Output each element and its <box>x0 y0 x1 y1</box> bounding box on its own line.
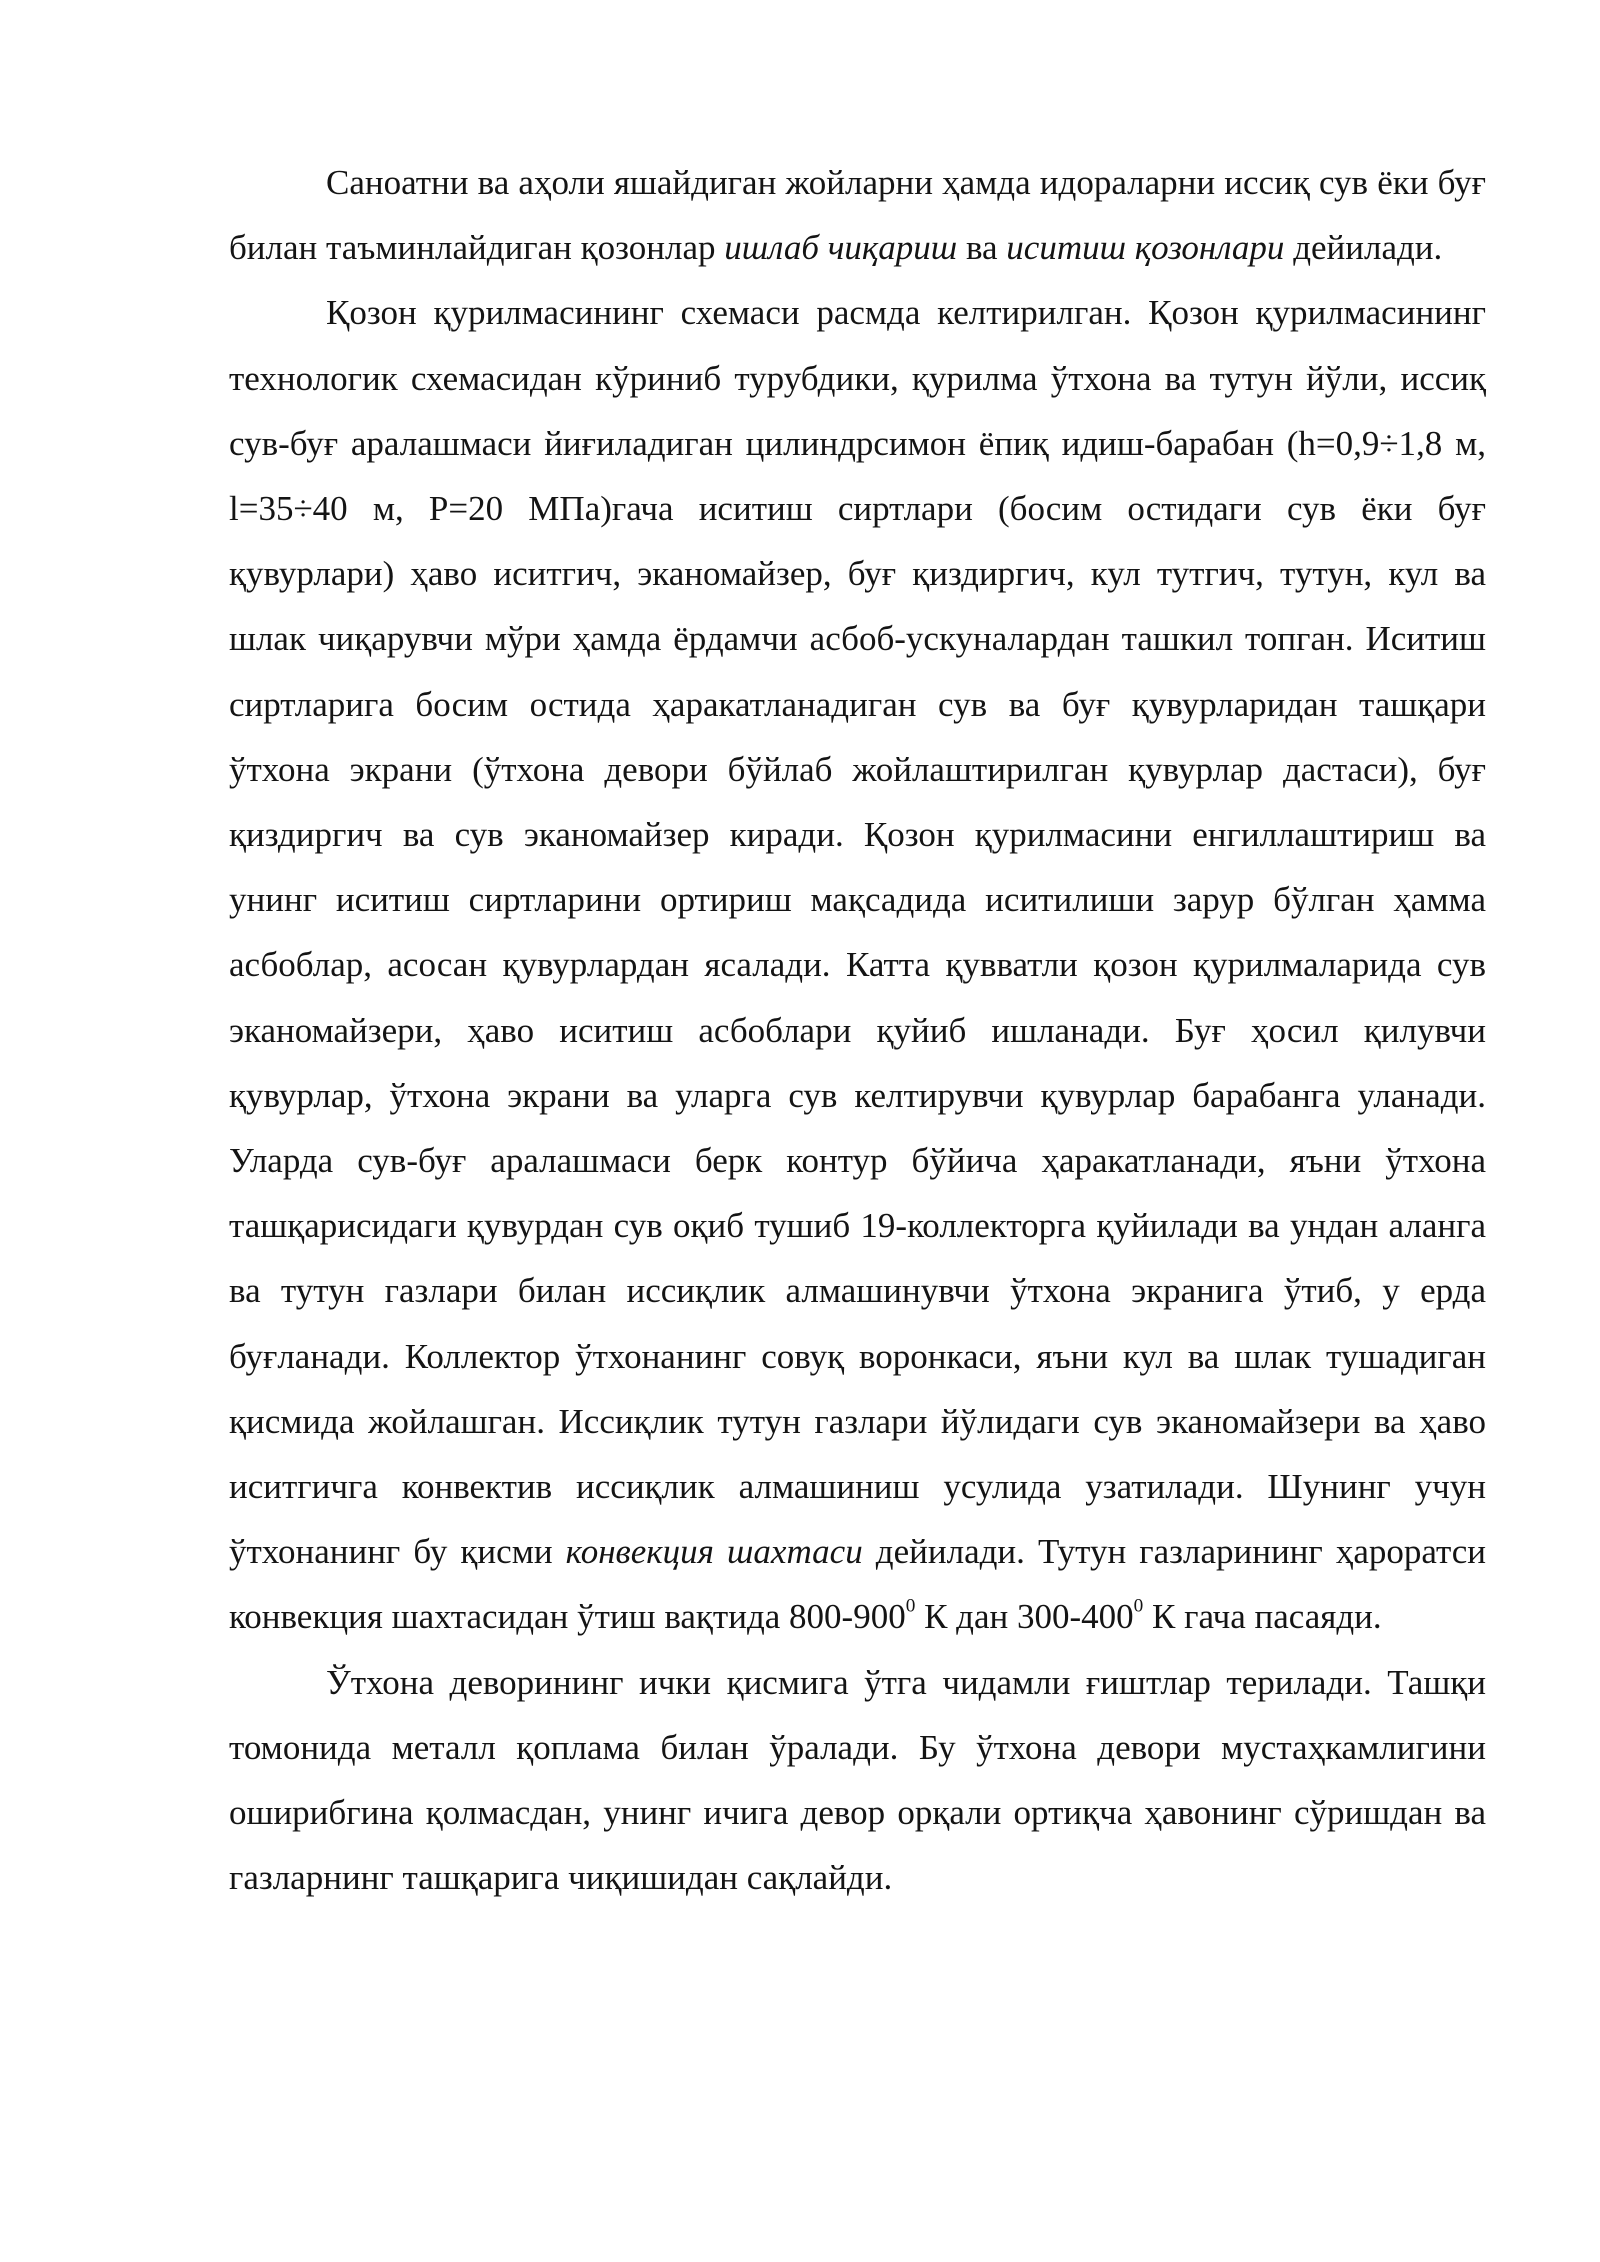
degree-superscript: 0 <box>1133 1596 1144 1618</box>
paragraph-1-text: ва <box>957 228 1007 268</box>
term-convection-shaft: конвекция шахтаси <box>565 1532 863 1572</box>
paragraph-1-text: дейилади. <box>1284 228 1443 268</box>
paragraph-2-text: дейилади. Тутун газларининг ҳароратси конвекция шахтасидан ўтиш вақтида 800-900 <box>229 1532 1486 1637</box>
paragraph-3 <box>229 1650 1486 1911</box>
paragraph-3-text: Ўтхона деворининг ички қисмига ўтга чидамли ғиштлар терилади. Ташқи томонида металл қоплама билан ўралади. Бу ўтхона девори мустаҳкамлигини оширибгина қолмасдан, унинг ичига девор орқали ортиқча ҳавонинг сўришдан ва газларнинг ташқарига чиқишидан сақлайди. <box>229 1662 1486 1898</box>
paragraph-1-text: Саноатни ва аҳоли яшайдиган жойларни ҳамда идораларни иссиқ сув ёки буғ билан таъминлайдиган қозонлар <box>229 163 1486 268</box>
term-heating-boilers: иситиш қозонлари <box>1006 228 1285 268</box>
term-production-boilers: ишлаб чиқариш <box>724 228 958 268</box>
paragraph-2-text: К дан 300-400 <box>915 1597 1134 1637</box>
document-page <box>229 150 1486 1910</box>
paragraph-1 <box>229 150 1486 280</box>
paragraph-2-text: Қозон қурилмасининг схемаси расмда келтирилган. Қозон қурилмасининг технологик схемасидан кўриниб турубдики, қурилма ўтхона ва тутун йўли, иссиқ сув-буғ аралашмаси йиғиладиган цилиндрсимон ёпиқ идиш-барабан (h=0,9÷1,8 м, l=35÷40 м, P=20 МПа)гача иситиш сиртлари (босим остидаги сув ёки буғ қувурлари) ҳаво иситгич, эканомайзер, буғ қиздиргич, кул тутгич, тутун, кул ва шлак чиқарувчи мўри ҳамда ёрдамчи асбоб-ускуналардан ташкил топган. Иситиш сиртларига босим остида ҳаракатланадиган сув ва буғ қувурларидан ташқари ўтхона экрани (ўтхона девори бўйлаб жойлаштирилган қувурлар дастаси), буғ қиздиргич ва сув эканомайзер киради. Қозон қурилмасини енгиллаштириш ва унинг иситиш сиртларини ортириш мақсадида иситилиши зарур бўлган ҳамма асбоблар, асосан қувурлардан ясалади. Катта қувватли қозон қурилмаларида сув эканомайзери, ҳаво иситиш асбоблари қуйиб ишланади. Буғ ҳосил қилувчи қувурлар, ўтхона экрани ва уларга сув келтирувчи қувурлар барабанга уланади. Уларда сув-буғ аралашмаси берк контур бўйича ҳаракатланади, яъни ўтхона ташқарисидаги қувурдан сув оқиб тушиб 19-коллекторга қуйилади ва ундан аланга ва тутун газлари билан иссиқлик алмашинувчи ўтхона экранига ўтиб, у ерда буғланади. Коллектор ўтхонанинг совуқ воронкаси, яъни кул ва шлак тушадиган қисмида жойлашган. Иссиқлик тутун газлари йўлидаги сув эканомайзери ва ҳаво иситгичга конвектив иссиқлик алмашиниш усулида узатилади. Шунинг учун ўтхонанинг бу қисми <box>229 293 1486 1572</box>
degree-superscript: 0 <box>905 1596 916 1618</box>
paragraph-2 <box>229 280 1486 1649</box>
paragraph-2-text: К гача пасаяди. <box>1143 1597 1382 1637</box>
